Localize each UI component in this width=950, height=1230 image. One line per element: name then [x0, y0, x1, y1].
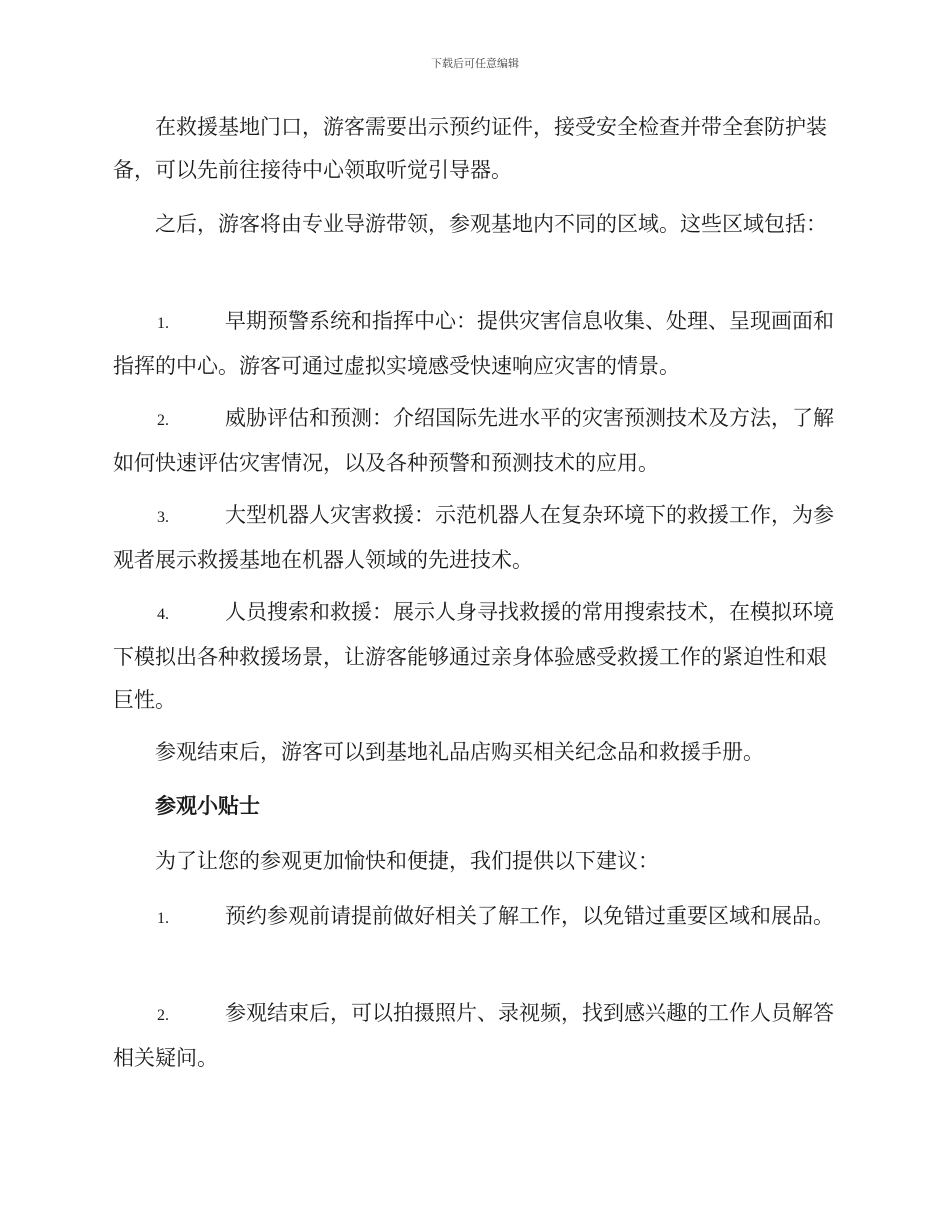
list-text: 参观结束后，可以拍摄照片、录视频，找到感兴趣的工作人员解答相关疑问。 — [113, 1001, 834, 1070]
list-text: 人员搜索和救援：展示人身寻找救援的常用搜索技术，在模拟环境下模拟出各种救援场景，让游客能够通过亲身体验感受救援工作的紧迫性和艰巨性。 — [113, 600, 834, 712]
list-item-tip-1 — [113, 895, 838, 940]
list-item-area-2 — [113, 397, 838, 485]
section-title: 参观小贴士 — [155, 794, 260, 818]
list-text: 大型机器人灾害救援：示范机器人在复杂环境下的救援工作，为参观者展示救援基地在机器人领域的先进技术。 — [113, 503, 834, 572]
list-text: 预约参观前请提前做好相关了解工作，以免错过重要区域和展品。 — [225, 904, 834, 928]
list-number: 2. — [157, 412, 169, 429]
list-number: 2. — [157, 1007, 169, 1024]
list-item-area-4 — [113, 591, 838, 722]
list-item-tip-2 — [113, 992, 838, 1080]
list-text: 威胁评估和预测：介绍国际先进水平的灾害预测技术及方法，了解如何快速评估灾害情况，以及各种预警和预测技术的应用。 — [113, 406, 834, 475]
paragraph-gift-shop: 参观结束后，游客可以到基地礼品店购买相关纪念品和救援手册。 — [155, 740, 764, 764]
list-number: 1. — [157, 315, 169, 332]
list-number: 4. — [157, 606, 169, 623]
paragraph-suggestions: 为了让您的参观更加愉快和便捷，我们提供以下建议： — [155, 849, 659, 873]
list-text: 早期预警系统和指挥中心：提供灾害信息收集、处理、呈现画面和指挥的中心。游客可通过虚拟实境感受快速响应灾害的情景。 — [113, 309, 834, 378]
page-header: 下载后可任意编辑 — [431, 57, 519, 70]
list-number: 3. — [157, 509, 169, 526]
paragraph-entrance: 在救援基地门口，游客需要出示预约证件，接受安全检查并带全套防护装备，可以先前往接待中心领取听觉引导器。 — [113, 115, 827, 182]
list-item-area-3 — [113, 494, 838, 582]
paragraph-guided-tour: 之后，游客将由专业导游带领，参观基地内不同的区域。这些区域包括： — [155, 212, 827, 236]
list-number: 1. — [157, 910, 169, 927]
list-item-area-1 — [113, 300, 838, 388]
